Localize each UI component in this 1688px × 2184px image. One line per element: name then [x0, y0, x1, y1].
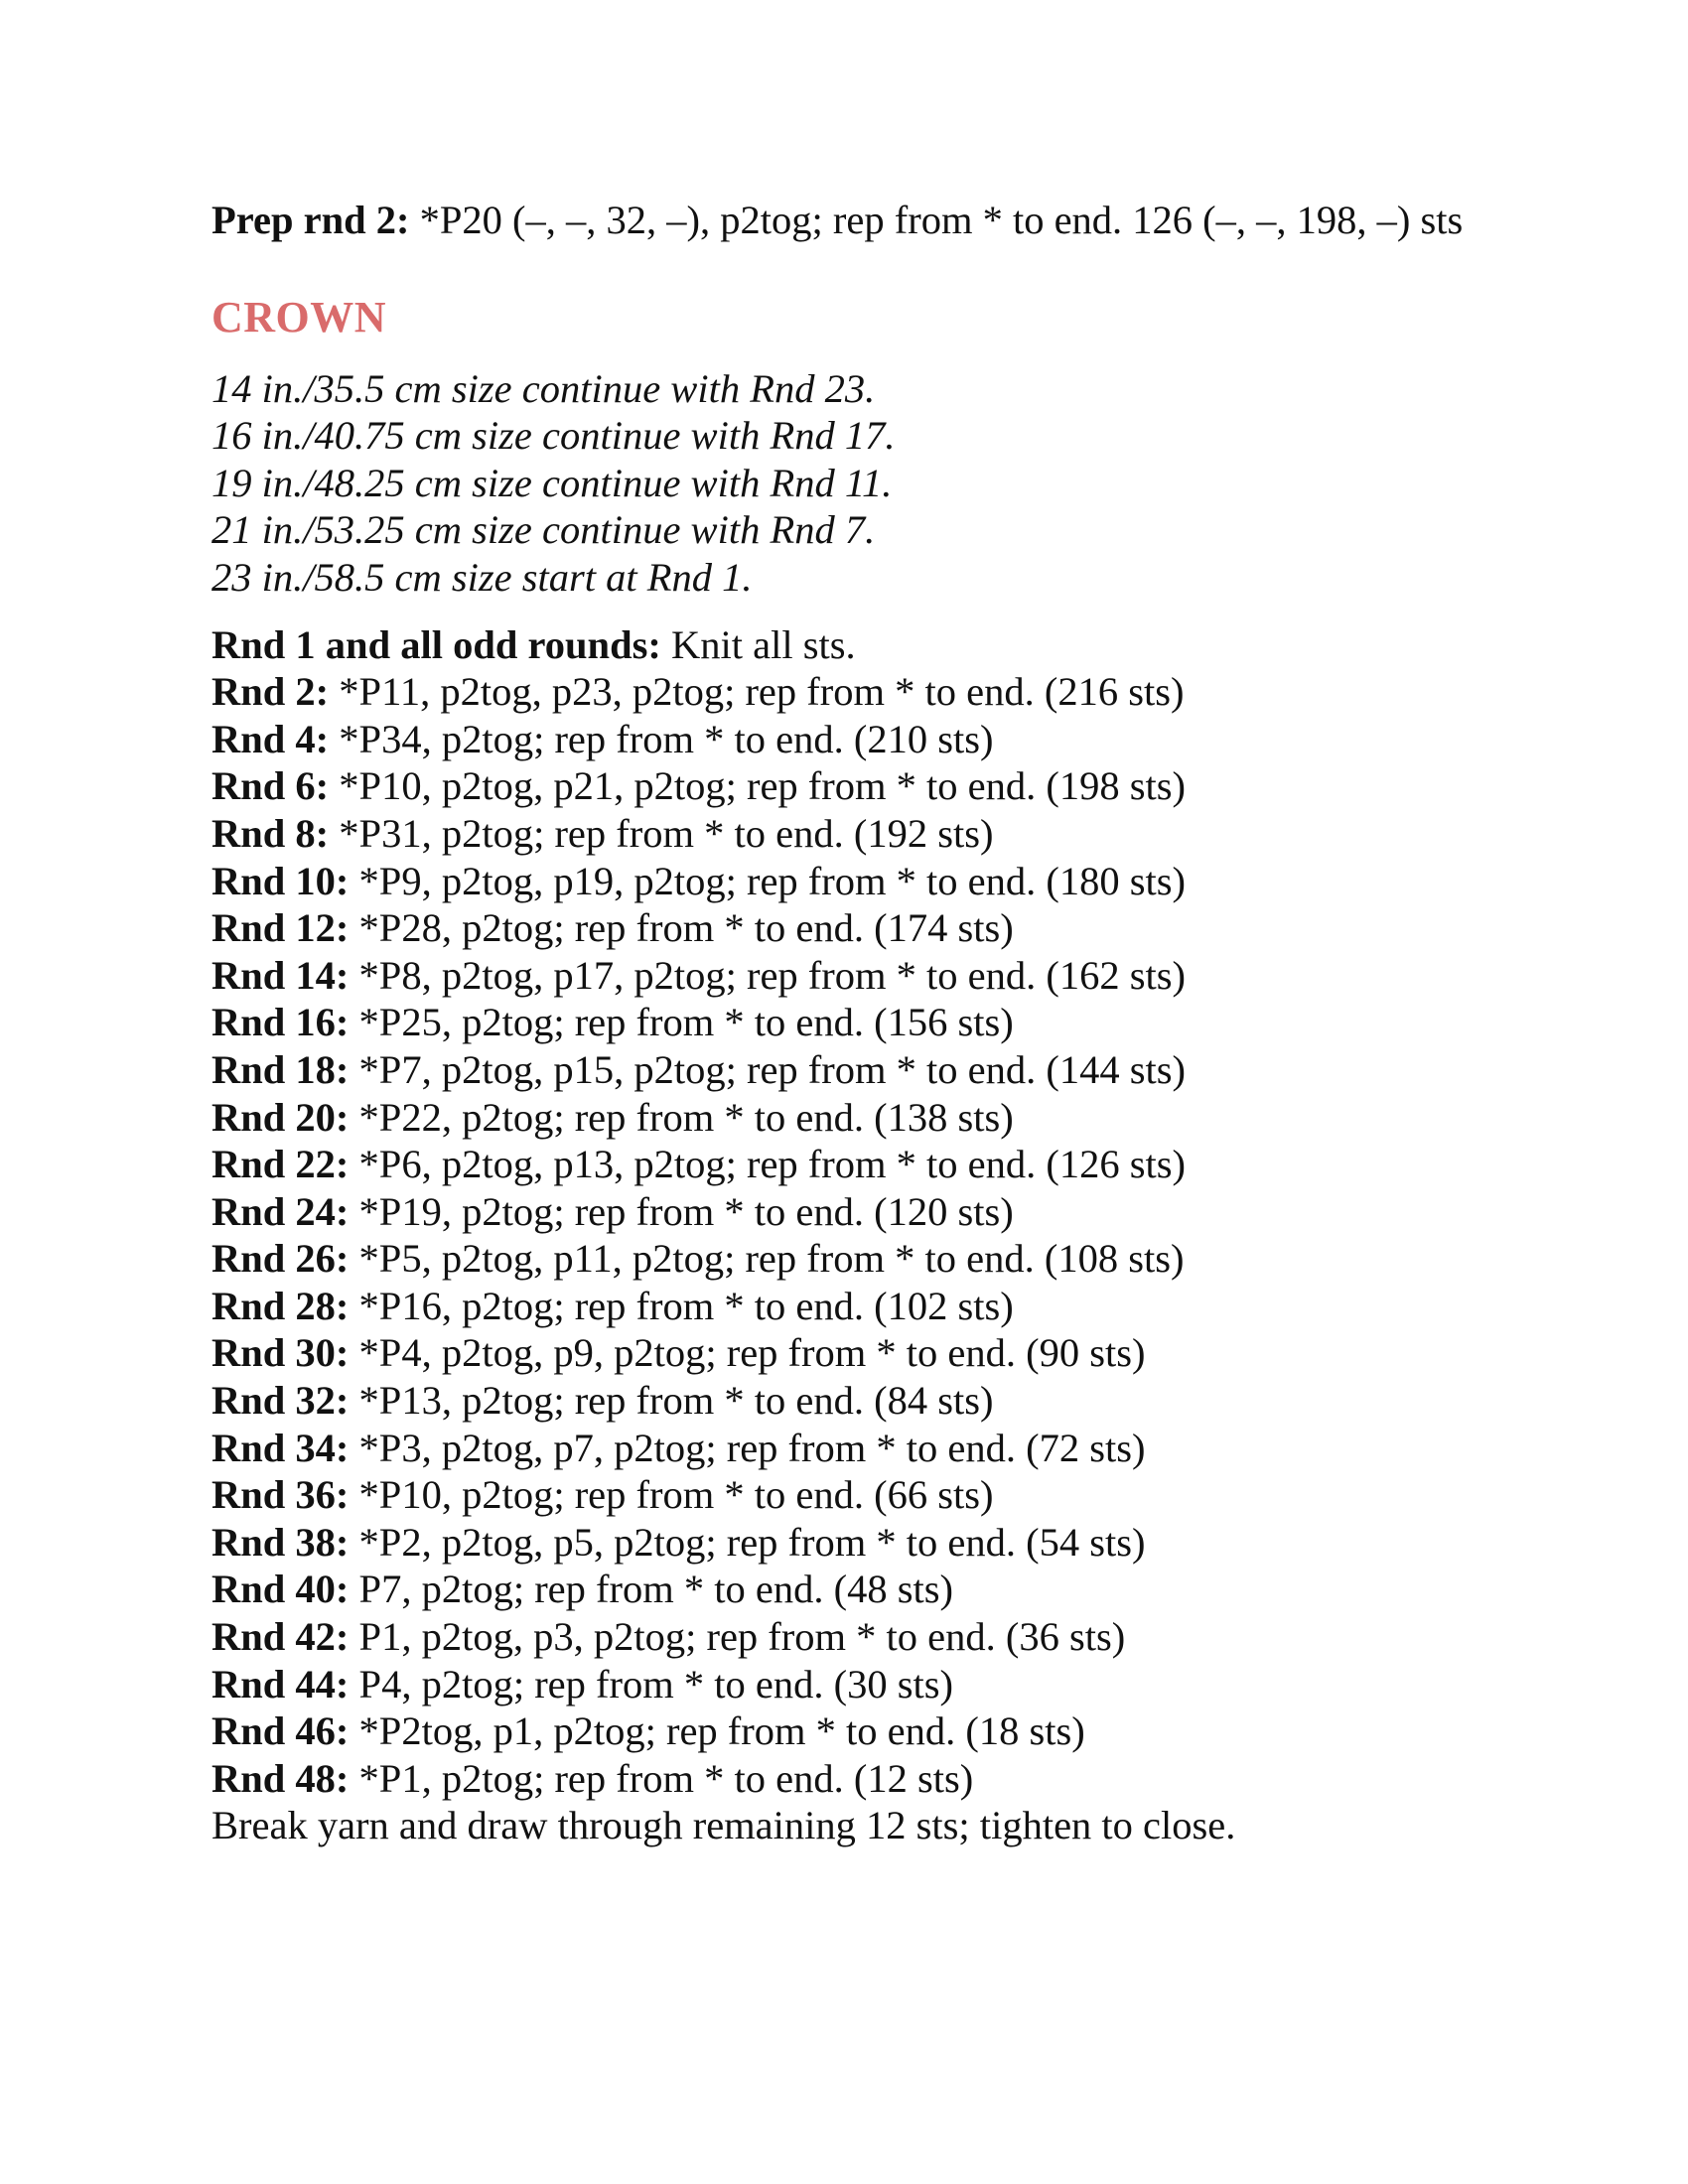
round-label: Rnd 34:: [211, 1425, 350, 1470]
round-line: [211, 904, 1502, 952]
round-text: *P34, p2tog; rep from * to end. (210 sts): [329, 716, 994, 761]
size-instruction: 19 in./48.25 cm size continue with Rnd 11.: [211, 460, 893, 505]
round-text: *P6, p2tog, p13, p2tog; rep from * to end. (126 sts): [349, 1142, 1186, 1187]
round-label: Rnd 44:: [211, 1661, 350, 1706]
round-line: [211, 999, 1502, 1046]
round-text: *P16, p2tog; rep from * to end. (102 sts): [349, 1283, 1014, 1328]
round-line: [211, 621, 1502, 669]
round-label: Rnd 10:: [211, 858, 350, 903]
round-label: Rnd 42:: [211, 1614, 350, 1660]
round-label: Rnd 6:: [211, 763, 330, 809]
round-label: Rnd 12:: [211, 905, 350, 951]
round-label: Rnd 16:: [211, 1000, 350, 1045]
round-label: Rnd 8:: [211, 810, 330, 856]
round-text: P4, p2tog; rep from * to end. (30 sts): [349, 1661, 953, 1706]
round-line: [211, 1755, 1502, 1803]
round-text: *P28, p2tog; rep from * to end. (174 sts): [349, 905, 1014, 951]
round-line: [211, 810, 1502, 858]
round-text: *P9, p2tog, p19, p2tog; rep from * to end. (180 sts): [349, 858, 1186, 903]
size-instruction: 21 in./53.25 cm size continue with Rnd 7.: [211, 507, 876, 553]
round-label: Rnd 36:: [211, 1472, 350, 1518]
round-line: [211, 668, 1502, 716]
round-text: P7, p2tog; rep from * to end. (48 sts): [349, 1567, 953, 1612]
round-label: Rnd 46:: [211, 1708, 350, 1754]
round-text: *P5, p2tog, p11, p2tog; rep from * to end. (108 sts): [349, 1236, 1185, 1282]
round-label: Rnd 18:: [211, 1046, 350, 1092]
round-line: [211, 1094, 1502, 1142]
round-text: *P10, p2tog, p21, p2tog; rep from * to end. (198 sts): [329, 763, 1186, 809]
round-line: [211, 1329, 1502, 1377]
round-text: *P4, p2tog, p9, p2tog; rep from * to end. (90 sts): [349, 1330, 1146, 1376]
round-label: Rnd 4:: [211, 716, 330, 761]
round-label: Rnd 22:: [211, 1142, 350, 1187]
round-text: Knit all sts.: [660, 621, 856, 667]
size-instruction: 23 in./58.5 cm size start at Rnd 1.: [211, 554, 753, 600]
round-label: Rnd 38:: [211, 1519, 350, 1565]
size-instructions: [211, 365, 1502, 602]
crown-heading: CROWN: [211, 292, 387, 341]
closing-instruction: Break yarn and draw through remaining 12 sts; tighten to close.: [211, 1803, 1236, 1848]
round-text: *P2, p2tog, p5, p2tog; rep from * to end. (54 sts): [349, 1519, 1146, 1565]
round-label: Rnd 30:: [211, 1330, 350, 1376]
round-text: *P1, p2tog; rep from * to end. (12 sts): [349, 1755, 974, 1801]
round-line: [211, 1661, 1502, 1708]
round-line: [211, 1235, 1502, 1283]
round-label: Rnd 2:: [211, 669, 330, 715]
round-text: P1, p2tog, p3, p2tog; rep from * to end. (36 sts): [349, 1614, 1126, 1660]
round-text: *P25, p2tog; rep from * to end. (156 sts): [349, 1000, 1014, 1045]
round-text: *P7, p2tog, p15, p2tog; rep from * to end. (144 sts): [349, 1046, 1186, 1092]
round-line: [211, 1519, 1502, 1567]
round-line: [211, 858, 1502, 905]
round-line: [211, 1377, 1502, 1425]
round-label: Rnd 20:: [211, 1094, 350, 1140]
round-line: [211, 1425, 1502, 1472]
prep-round-label: Prep rnd 2:: [211, 198, 410, 242]
round-label: Rnd 1 and all odd rounds:: [211, 621, 661, 667]
round-text: *P10, p2tog; rep from * to end. (66 sts): [349, 1472, 994, 1518]
round-label: Rnd 40:: [211, 1567, 350, 1612]
round-label: Rnd 48:: [211, 1755, 350, 1801]
round-text: *P11, p2tog, p23, p2tog; rep from * to end. (216 sts): [329, 669, 1185, 715]
round-line: [211, 1141, 1502, 1188]
round-line: [211, 1283, 1502, 1330]
round-text: *P19, p2tog; rep from * to end. (120 sts): [349, 1188, 1014, 1234]
round-label: Rnd 26:: [211, 1236, 350, 1282]
round-line: [211, 952, 1502, 1000]
round-line: [211, 1046, 1502, 1094]
size-instruction: 16 in./40.75 cm size continue with Rnd 17.: [211, 413, 896, 459]
round-text: *P22, p2tog; rep from * to end. (138 sts): [349, 1094, 1014, 1140]
prep-round-2: [211, 197, 1502, 244]
prep-round-text: *P20 (–, –, 32, –), p2tog; rep from * to end. 126 (–, –, 198, –) sts: [409, 198, 1464, 242]
size-instruction: 14 in./35.5 cm size continue with Rnd 23.: [211, 365, 876, 411]
pattern-page: [211, 197, 1502, 1849]
round-line: [211, 1613, 1502, 1661]
round-text: *P8, p2tog, p17, p2tog; rep from * to end. (162 sts): [349, 952, 1186, 998]
round-text: *P3, p2tog, p7, p2tog; rep from * to end. (72 sts): [349, 1425, 1146, 1470]
round-label: Rnd 28:: [211, 1283, 350, 1328]
round-instructions: [211, 621, 1502, 1849]
round-line: [211, 762, 1502, 810]
round-line: [211, 1471, 1502, 1519]
round-text: *P13, p2tog; rep from * to end. (84 sts): [349, 1378, 994, 1424]
round-label: Rnd 24:: [211, 1188, 350, 1234]
round-label: Rnd 32:: [211, 1378, 350, 1424]
round-line: [211, 1566, 1502, 1613]
round-text: *P31, p2tog; rep from * to end. (192 sts): [329, 810, 994, 856]
round-line: [211, 1188, 1502, 1236]
round-line: [211, 1707, 1502, 1755]
round-line: [211, 716, 1502, 763]
round-text: *P2tog, p1, p2tog; rep from * to end. (18 sts): [349, 1708, 1085, 1754]
round-label: Rnd 14:: [211, 952, 350, 998]
